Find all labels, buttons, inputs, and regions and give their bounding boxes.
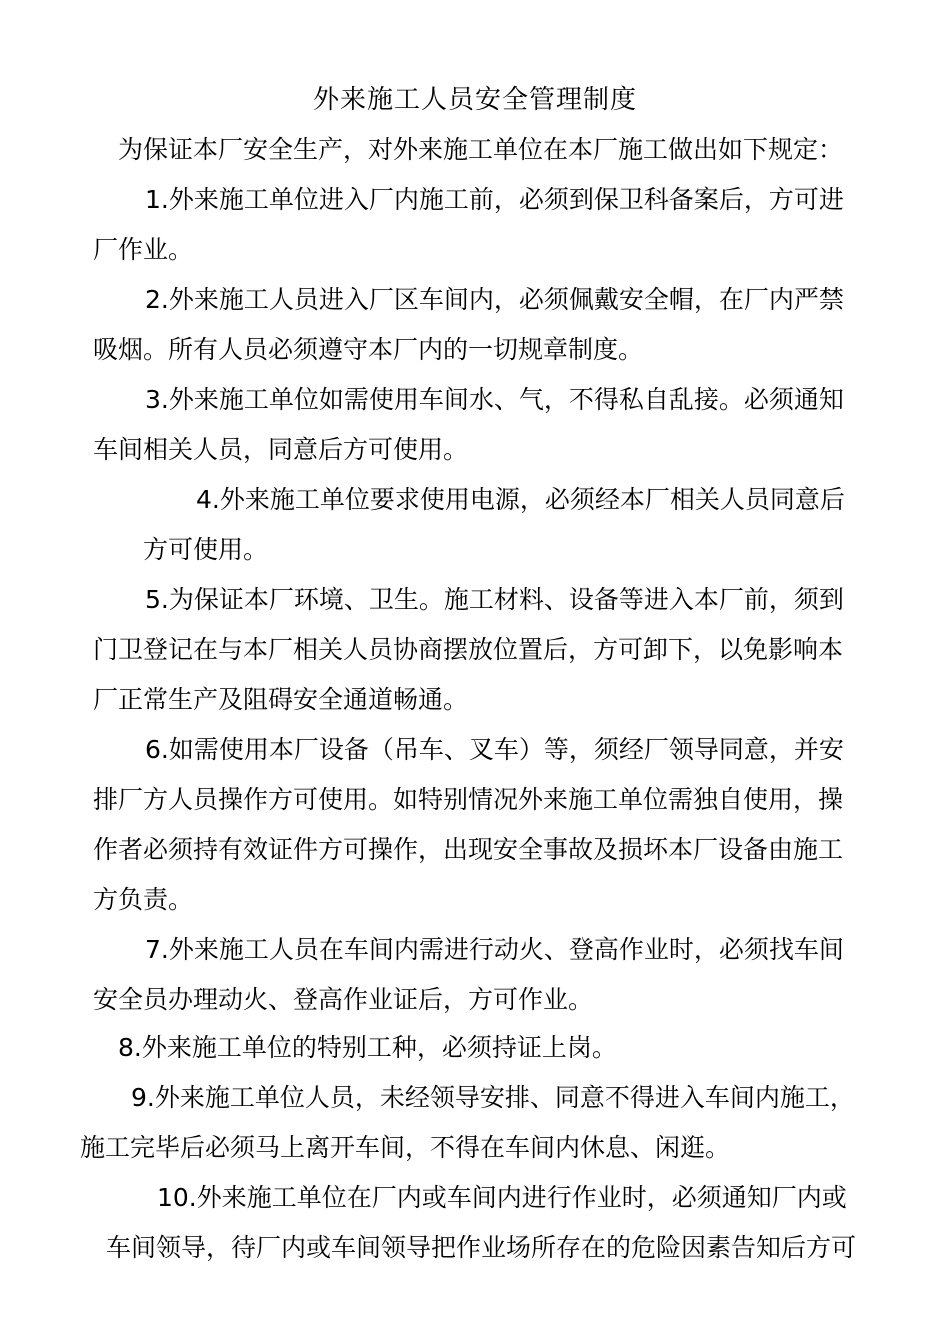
text-line: 8.外来施工单位的特别工种，必须持证上岗。 (118, 1033, 617, 1062)
text-line: 车间领导，待厂内或车间领导把作业场所存在的危险因素告知后方可 (106, 1233, 857, 1262)
text-line: 厂作业。 (93, 235, 194, 264)
text-line: 4.外来施工单位要求使用电源，必须经本厂相关人员同意后 (196, 485, 845, 514)
document-title: 外来施工人员安全管理制度 (312, 85, 637, 115)
text-line: 3.外来施工单位如需使用车间水、气，不得私自乱接。必须通知 (145, 385, 844, 414)
text-line: 为保证本厂安全生产，对外来施工单位在本厂施工做出如下规定： (118, 135, 844, 164)
text-line: 6.如需使用本厂设备（吊车、叉车）等，须经厂领导同意，并安 (145, 735, 844, 764)
text-line: 吸烟。所有人员必须遵守本厂内的一切规章制度。 (93, 335, 644, 364)
text-line: 2.外来施工人员进入厂区车间内，必须佩戴安全帽，在厂内严禁 (145, 285, 844, 314)
text-line: 门卫登记在与本厂相关人员协商摆放位置后，方可卸下，以免影响本 (93, 635, 844, 664)
text-line: 车间相关人员，同意后方可使用。 (93, 435, 469, 464)
text-line: 排厂方人员操作方可使用。如特别情况外来施工单位需独自使用，操 (93, 785, 844, 814)
text-line: 安全员办理动火、登高作业证后，方可作业。 (93, 985, 594, 1014)
text-line: 作者必须持有效证件方可操作，出现安全事故及损坏本厂设备由施工 (93, 835, 844, 864)
text-line: 厂正常生产及阻碍安全通道畅通。 (93, 685, 469, 714)
text-line: 1.外来施工单位进入厂内施工前，必须到保卫科备案后，方可进 (145, 185, 844, 214)
text-line: 方负责。 (93, 885, 194, 914)
text-line: 10.外来施工单位在厂内或车间内进行作业时，必须通知厂内或 (157, 1183, 847, 1212)
text-line: 9.外来施工单位人员，未经领导安排、同意不得进入车间内施工， (131, 1083, 855, 1112)
text-line: 7.外来施工人员在车间内需进行动火、登高作业时，必须找车间 (145, 935, 844, 964)
text-line: 方可使用。 (143, 535, 269, 564)
text-line: 施工完毕后必须马上离开车间，不得在车间内休息、闲逛。 (80, 1133, 731, 1162)
text-line: 5.为保证本厂环境、卫生。施工材料、设备等进入本厂前，须到 (145, 585, 844, 614)
